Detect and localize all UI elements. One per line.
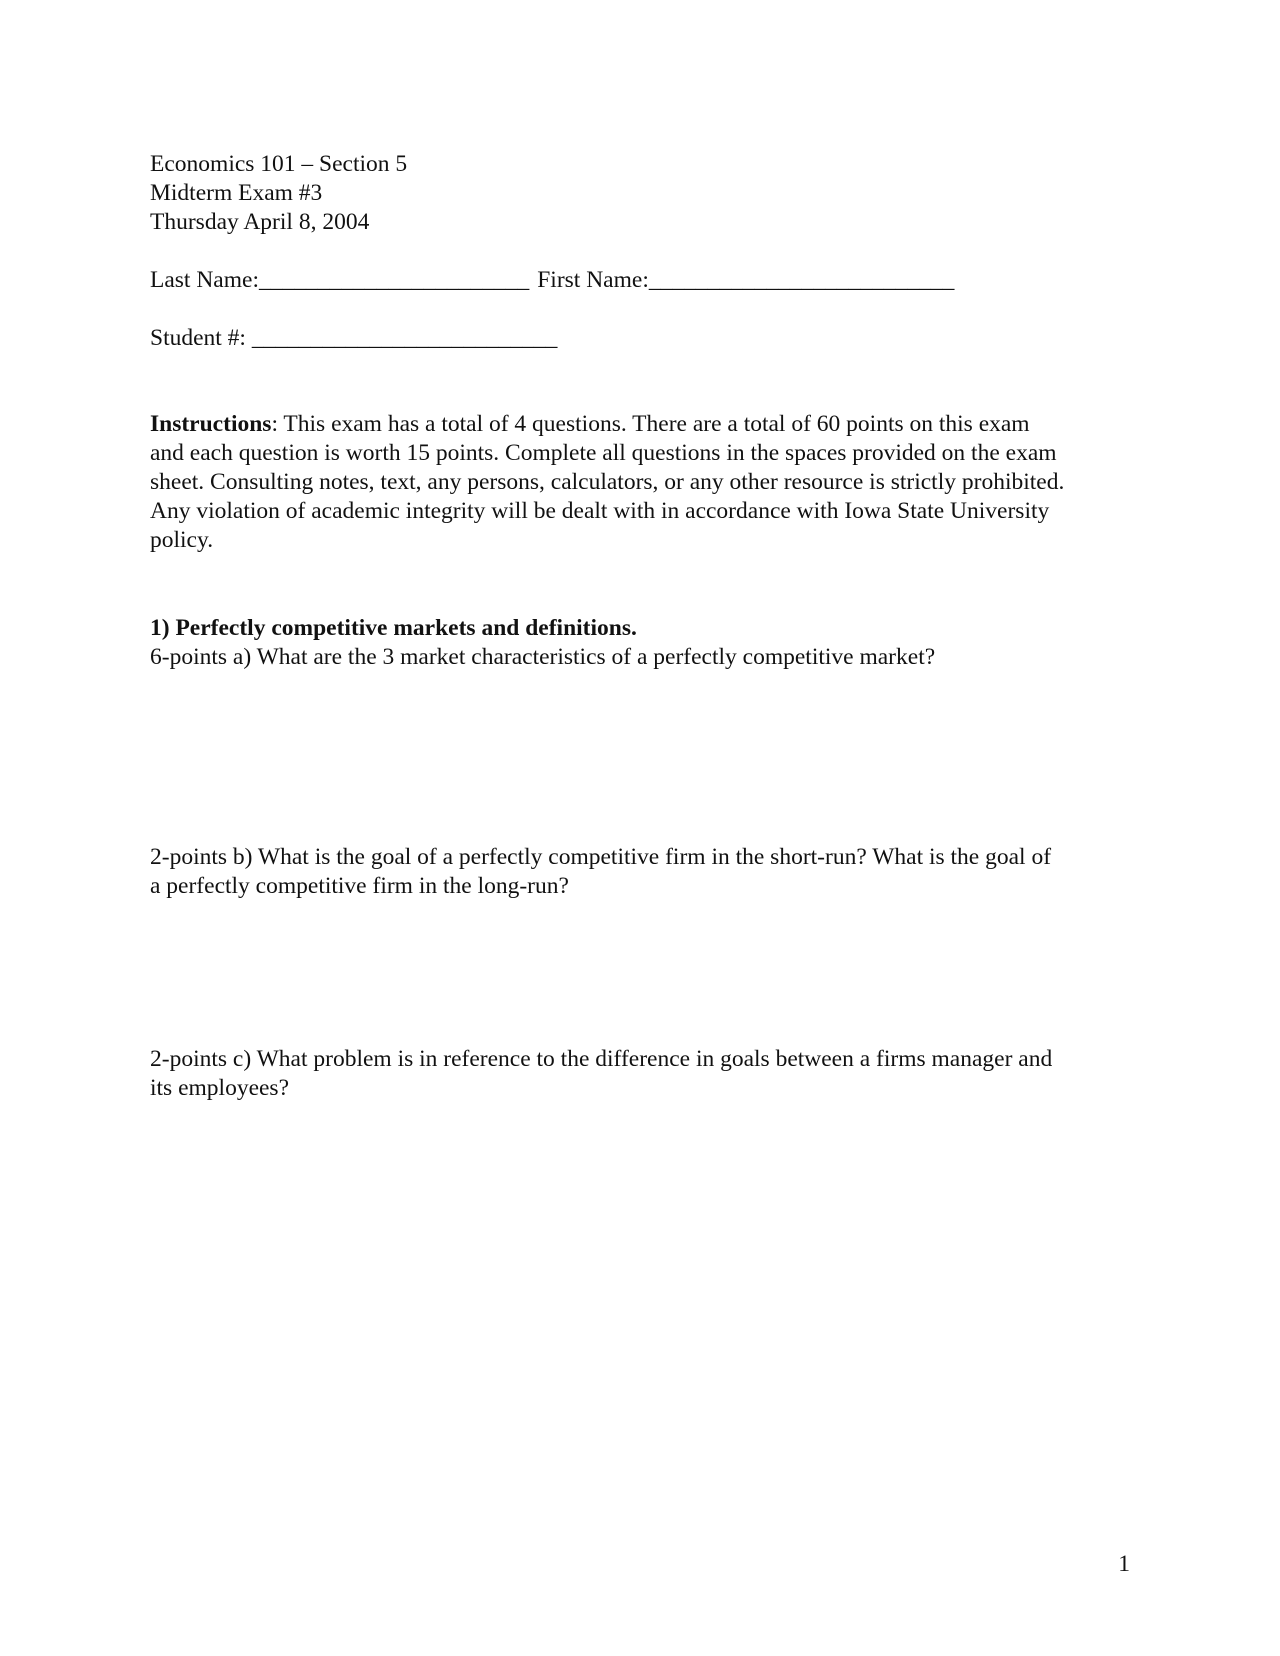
course-title: Economics 101 – Section 5 (150, 151, 408, 177)
question-1c-line: its employees? (150, 1075, 290, 1101)
name-fields (150, 266, 1130, 295)
question-1a: 6-points a) What are the 3 market characteristics of a perfectly competitive market? (150, 644, 936, 670)
instructions-line: : This exam has a total of 4 questions. There are a total of 60 points on this exam (271, 411, 1030, 437)
question-1b-line: 2-points b) What is the goal of a perfectly competitive firm in the short-run? What is the goal of (150, 844, 1052, 870)
question-1b (150, 843, 1130, 901)
student-number-blank[interactable]: __________________________ (251, 325, 558, 351)
last-name-label: Last Name: (150, 267, 259, 293)
student-number-field (150, 324, 1130, 353)
instructions-line: and each question is worth 15 points. Complete all questions in the spaces provided on the exam (150, 440, 1057, 466)
first-name-blank[interactable]: __________________________ (648, 267, 955, 293)
instructions-paragraph (150, 410, 1130, 555)
question-1c-line: 2-points c) What problem is in reference to the difference in goals between a firms manager and (150, 1046, 1053, 1072)
first-name-label: First Name: (537, 267, 649, 293)
instructions-line: sheet. Consulting notes, text, any persons, calculators, or any other resource is strictly prohibited. (150, 469, 1065, 495)
exam-header (150, 150, 1130, 237)
last-name-blank[interactable]: _______________________ (258, 267, 530, 293)
page-number: 1 (1118, 1551, 1130, 1577)
instructions-line: policy. (150, 527, 214, 553)
instructions-label: Instructions (150, 411, 272, 437)
question-1c (150, 1045, 1130, 1103)
question-1-title: 1) Perfectly competitive markets and definitions. (150, 615, 637, 641)
instructions-line: Any violation of academic integrity will be dealt with in accordance with Iowa State University (150, 498, 1050, 524)
question-1b-line: a perfectly competitive firm in the long-run? (150, 873, 569, 899)
exam-title: Midterm Exam #3 (150, 180, 323, 206)
student-number-label: Student #: (150, 325, 246, 351)
exam-date: Thursday April 8, 2004 (150, 209, 370, 235)
